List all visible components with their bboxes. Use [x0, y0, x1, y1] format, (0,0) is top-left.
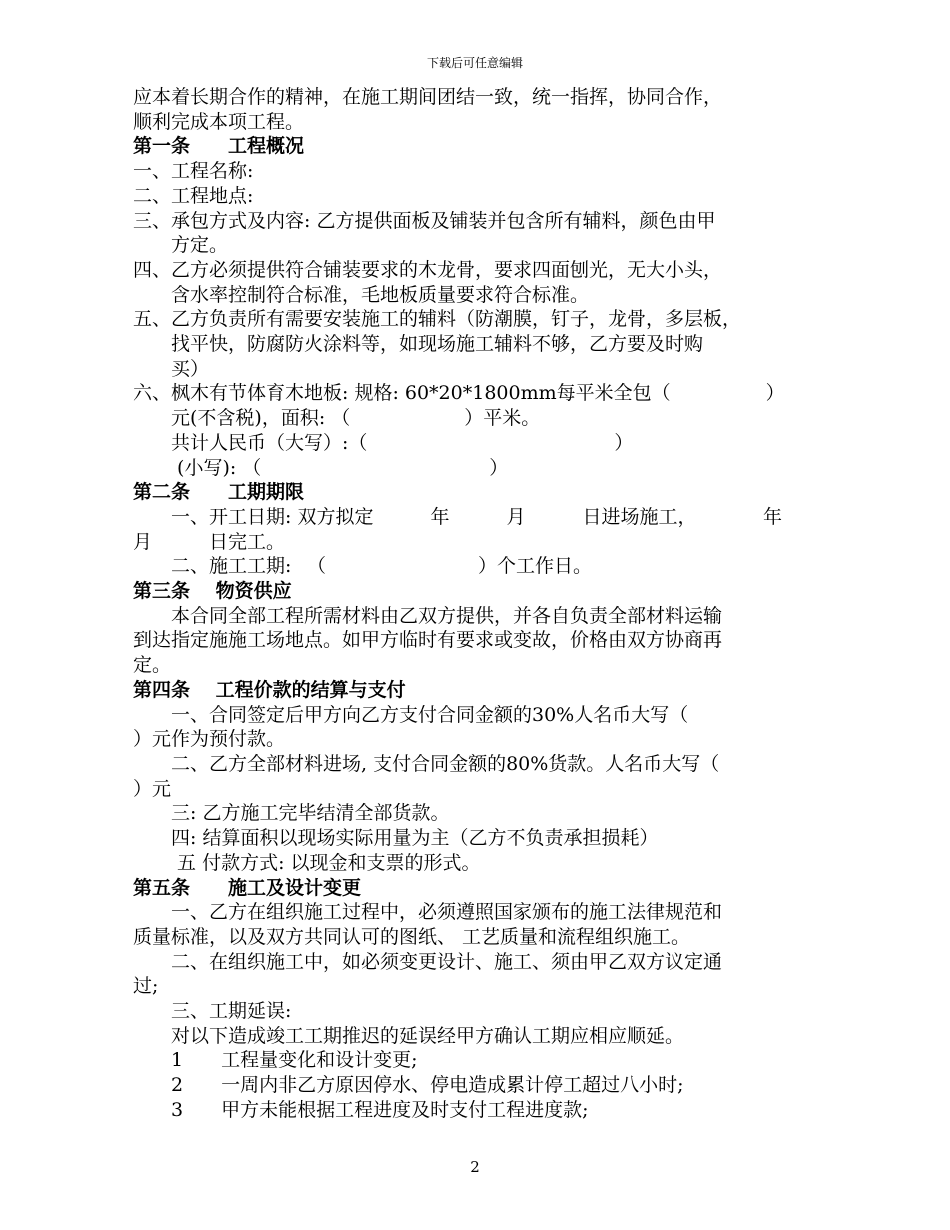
- body-line: ）元作为预付款。: [133, 728, 286, 751]
- body-line: 四、乙方必须提供符合铺装要求的木龙骨，要求四面刨光，无大小头，: [133, 258, 723, 281]
- section-heading: 第四条 工程价款的结算与支付: [133, 678, 406, 701]
- body-line: 方定。: [133, 234, 229, 257]
- body-line: 3 甲方未能根据工程进度及时支付工程进度款;: [133, 1098, 589, 1121]
- body-line: 到达指定施施工场地点。如甲方临时有要求或变故，价格由双方协商再: [133, 629, 723, 652]
- body-line: 三、承包方式及内容: 乙方提供面板及铺装并包含所有辅料，颜色由甲: [133, 209, 716, 232]
- body-line: 二、工程地点:: [133, 184, 254, 207]
- body-line: 应本着长期合作的精神，在施工期间团结一致，统一指挥，协同合作，: [133, 86, 723, 108]
- section-heading: 第三条 物资供应: [133, 580, 292, 603]
- body-line: 一、工程名称:: [133, 160, 254, 183]
- body-line: 二、乙方全部材料进场, 支付合同金额的80%货款。人名币大写（: [133, 752, 720, 775]
- body-line: 三: 乙方施工完毕结清全部货款。: [133, 802, 450, 825]
- body-line: ）元: [133, 777, 172, 800]
- body-line: 共计人民币（大写）:（ ）: [133, 431, 634, 454]
- body-line: 一、开工日期: 双方拟定 年 月 日进场施工， 年: [133, 505, 782, 528]
- section-heading: 第一条 工程概况: [133, 135, 305, 158]
- document-body: [133, 85, 823, 1123]
- body-line: 找平快，防腐防火涂料等，如现场施工辅料不够，乙方要及时购: [133, 333, 704, 356]
- body-line: 五 付款方式: 以现金和支票的形式。: [133, 851, 481, 874]
- body-line: 对以下造成竣工工期推迟的延误经甲方确认工期应相应顺延。: [133, 1024, 685, 1047]
- body-line: (小写): （ ）: [133, 456, 509, 479]
- body-line: 买）: [133, 357, 210, 380]
- section-heading: 第五条 施工及设计变更: [133, 876, 362, 899]
- body-line: 月 日完工。: [133, 530, 286, 553]
- body-line: 五、乙方负责所有需要安装施工的辅料（防潮膜，钉子，龙骨，多层板，: [133, 308, 742, 331]
- body-line: 二、施工工期: （ ）个工作日。: [133, 555, 592, 578]
- body-line: 1 工程量变化和设计变更;: [133, 1049, 418, 1072]
- body-line: 四: 结算面积以现场实际用量为主（乙方不负责承担损耗）: [133, 827, 659, 850]
- section-heading: 第二条 工期期限: [133, 481, 305, 504]
- body-line: 过;: [133, 975, 159, 998]
- page-header: 下载后可任意编辑: [426, 56, 523, 70]
- page-number: 2: [470, 1158, 480, 1176]
- body-line: 2 一周内非乙方原因停水、停电造成累计停工超过八小时;: [133, 1074, 684, 1097]
- body-line: 一、合同签定后甲方向乙方支付合同金额的30%人名币大写（: [133, 703, 689, 726]
- body-line: 质量标准，以及双方共同认可的图纸、 工艺质量和流程组织施工。: [133, 925, 691, 948]
- body-line: 三、工期延误:: [133, 1000, 292, 1023]
- body-line: 一、乙方在组织施工过程中，必须遵照国家颁布的施工法律规范和: [133, 901, 723, 924]
- body-line: 定。: [133, 654, 172, 677]
- body-line: 本合同全部工程所需材料由乙双方提供，并各自负责全部材料运输: [133, 604, 723, 627]
- body-line: 六、枫木有节体育木地板: 规格: 60*20*1800mm每平米全包（ ）: [133, 382, 785, 405]
- body-line: 元(不含税)，面积: （ ）平米。: [133, 407, 541, 430]
- body-line: 顺利完成本项工程。: [133, 110, 305, 133]
- body-line: 含水率控制符合标准，毛地板质量要求符合标准。: [133, 283, 590, 306]
- body-line: 二、在组织施工中，如必须变更设计、施工、须由甲乙双方议定通: [133, 950, 723, 973]
